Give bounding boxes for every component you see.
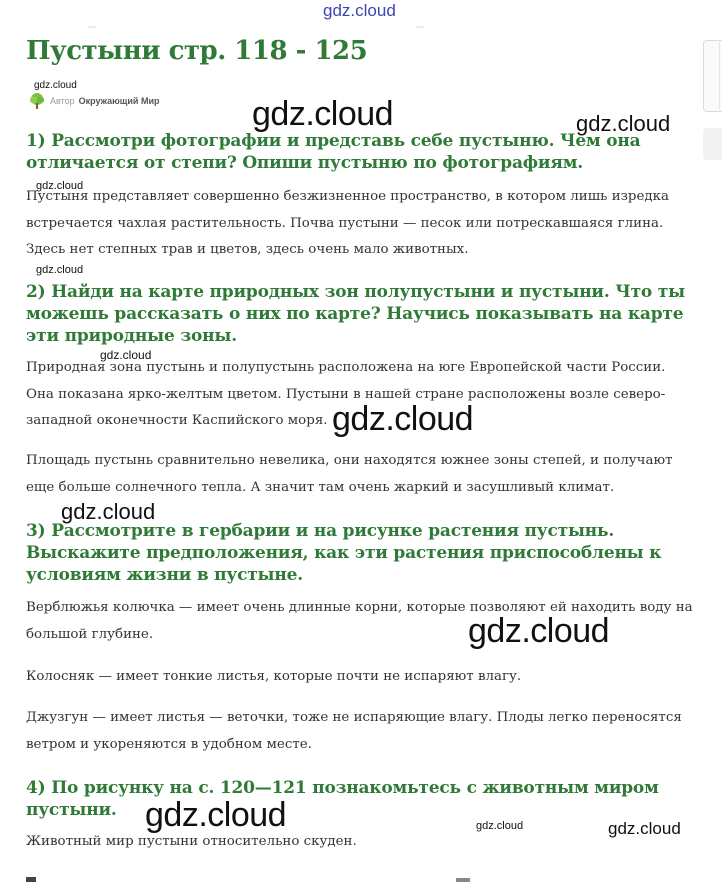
question-2-answer-1: Природная зона пустынь и полупустынь расположена на юге Европейской части России. Она показана ярко-желтым цветом. Пустыни в нашей стране расположены возле северо-западной оконечности Каспийского моря. <box>26 360 666 428</box>
question-2-heading: 2) Найди на карте природных зон полупустыни и пустыни. Что ты можешь рассказать о них по карте? Научись показывать на карте эти природные зоны. <box>26 282 685 346</box>
watermark-top: gdz.cloud <box>323 1 396 20</box>
question-1-answer: Пустыня представляет совершенно безжизненное пространство, в котором лишь изредка встречается чахлая растительность. Почва пустыни — песок или потрескавшаяся глина. Здесь нет степных трав и цветов, здесь очень мало животных. <box>26 189 670 257</box>
watermark-medium: gdz.cloud <box>61 499 156 524</box>
watermark-small: gdz.cloud <box>34 80 77 91</box>
question-3-answer-3: Джузгун — имеет листья — веточки, тоже не испаряющие влагу. Плоды легко переносятся ветром и укореняются в удобном месте. <box>26 710 682 752</box>
watermark-small: gdz.cloud <box>36 264 84 276</box>
watermark-medium: gdz.cloud <box>608 819 681 838</box>
sidebar-edge-divider <box>719 40 720 110</box>
author-row <box>28 92 160 110</box>
watermark-large: gdz.cloud <box>252 95 394 133</box>
sidebar-edge-button[interactable] <box>703 128 722 160</box>
page-title: Пустыни стр. 118 - 125 <box>26 36 368 66</box>
question-2-answer-2: Площадь пустынь сравнительно невелика, они находятся южнее зоны степей, и получают еще больше солнечного тепла. А значит там очень жаркий и засушливый климат. <box>26 453 673 495</box>
question-3-answer-2: Колосняк — имеет тонкие листья, которые почти не испаряют влагу. <box>26 669 522 684</box>
question-3-answer-1: Верблюжья колючка — имеет очень длинные корни, которые позволяют ей находить воду на большой глубине. <box>26 600 693 642</box>
next-line-cut <box>26 872 506 882</box>
question-4-answer: Животный мир пустыни относительно скуден. <box>26 834 357 849</box>
question-3-heading: 3) Рассмотрите в гербарии и на рисунке растения пустынь. Выскажите предположения, как эти растения приспособлены к условиям жизни в пустыне. <box>26 521 662 585</box>
watermark-large: gdz.cloud <box>332 400 474 438</box>
watermark-medium: gdz.cloud <box>576 111 671 136</box>
watermark-small: gdz.cloud <box>100 348 152 362</box>
watermark-large: gdz.cloud <box>145 796 287 834</box>
question-4-heading: 4) По рисунку на с. 120—121 познакомьтесь с животным миром пустыни. <box>26 778 659 820</box>
tree-icon <box>28 92 46 110</box>
author-name[interactable]: Окружающий Мир <box>78 96 160 106</box>
author-label: Автор <box>50 96 75 106</box>
watermark-large: gdz.cloud <box>468 612 610 650</box>
watermark-small: gdz.cloud <box>36 180 84 192</box>
question-1-heading: 1) Рассмотри фотографии и представь себе пустыню. Чем она отличается от степи? Опиши пустыню по фотографиям. <box>26 131 641 173</box>
watermark-small: gdz.cloud <box>476 820 524 832</box>
